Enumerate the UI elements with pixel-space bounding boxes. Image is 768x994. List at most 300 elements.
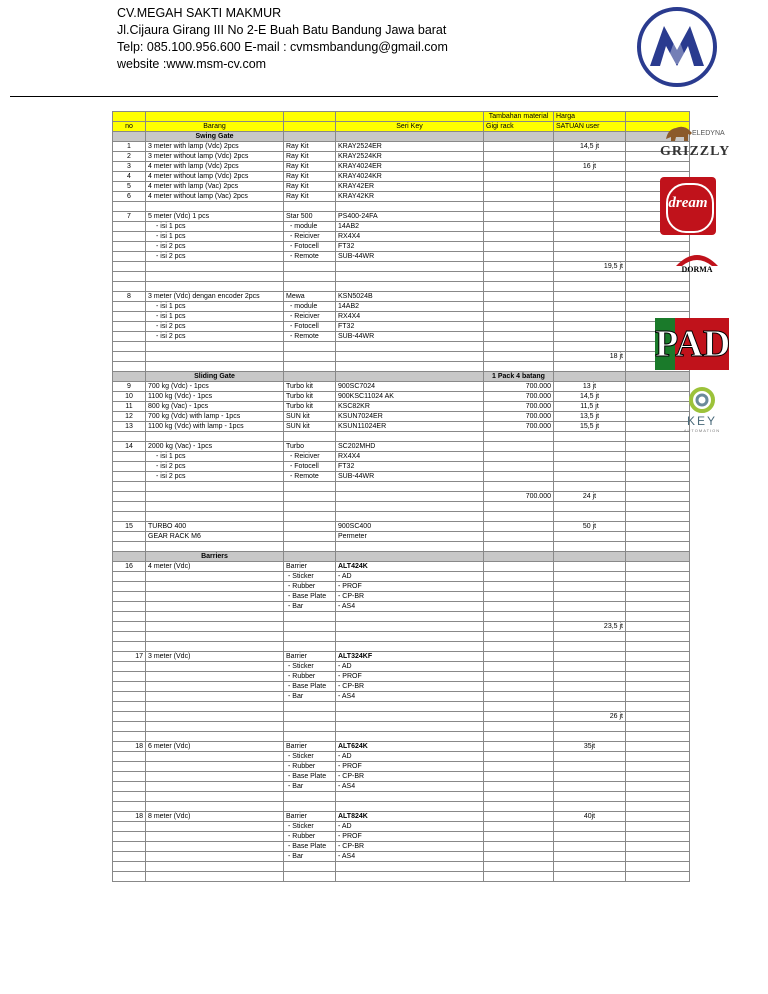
empty-cell <box>626 592 690 602</box>
table-cell: - Bar <box>284 692 336 702</box>
empty-cell <box>484 692 554 702</box>
empty-cell <box>284 522 336 532</box>
table-cell: - Reiciver <box>284 452 336 462</box>
empty-cell <box>554 722 626 732</box>
empty-cell <box>113 662 146 672</box>
table-row <box>113 322 690 332</box>
blank-row <box>113 482 690 492</box>
empty-cell <box>484 872 554 882</box>
empty-cell <box>554 132 626 142</box>
empty-cell <box>336 712 484 722</box>
table-row <box>113 182 690 192</box>
table-cell: 2000 kg (Vac) - 1pcs <box>146 442 284 452</box>
blank-row <box>113 512 690 522</box>
table-cell: - Remote <box>284 472 336 482</box>
company-address: Jl.Cijaura Girang III No 2-E Buah Batu Bandung Jawa barat <box>117 23 447 37</box>
blank-row <box>113 702 690 712</box>
empty-cell <box>284 362 336 372</box>
empty-cell <box>113 752 146 762</box>
empty-cell <box>554 632 626 642</box>
empty-cell <box>626 692 690 702</box>
empty-cell <box>554 872 626 882</box>
header-divider <box>10 96 718 97</box>
table-cell: - Rubber <box>284 672 336 682</box>
table-row <box>113 292 690 302</box>
blank-row <box>113 502 690 512</box>
empty-cell <box>484 222 554 232</box>
empty-cell <box>484 632 554 642</box>
dorma-text: DORMA <box>681 265 713 274</box>
empty-cell <box>146 732 284 742</box>
empty-cell <box>146 722 284 732</box>
empty-cell <box>484 542 554 552</box>
section-barriers <box>113 552 690 562</box>
empty-cell <box>336 282 484 292</box>
table-cell: - isi 1 pcs <box>146 452 284 462</box>
empty-cell <box>113 262 146 272</box>
empty-cell <box>484 702 554 712</box>
table-cell: - AS4 <box>336 602 484 612</box>
table-cell: 6 <box>113 192 146 202</box>
table-row <box>113 472 690 482</box>
empty-cell <box>554 612 626 622</box>
grizzly-text: GRIZZLY <box>660 144 731 159</box>
empty-cell <box>554 362 626 372</box>
table-cell: SUB-44WR <box>336 332 484 342</box>
empty-cell <box>113 232 146 242</box>
empty-cell <box>554 552 626 562</box>
table-cell: - PROF <box>336 672 484 682</box>
table-cell: Seri Key <box>336 122 484 132</box>
empty-cell <box>626 812 690 822</box>
table-cell: KRAY2524ER <box>336 142 484 152</box>
blank-row <box>113 612 690 622</box>
empty-cell <box>284 862 336 872</box>
empty-cell <box>554 542 626 552</box>
empty-cell <box>554 462 626 472</box>
table-cell: 50 jt <box>554 522 626 532</box>
table-cell: - AD <box>336 822 484 832</box>
empty-cell <box>626 792 690 802</box>
empty-cell <box>554 842 626 852</box>
empty-cell <box>484 822 554 832</box>
empty-cell <box>626 822 690 832</box>
table-cell: 1 <box>113 142 146 152</box>
table-cell: KSUN7024ER <box>336 412 484 422</box>
table-cell: 700 kg (Vdc) - 1pcs <box>146 382 284 392</box>
empty-cell <box>146 672 284 682</box>
table-cell: SUN kit <box>284 422 336 432</box>
table-row <box>113 152 690 162</box>
empty-cell <box>626 572 690 582</box>
table-cell: - CP-BR <box>336 592 484 602</box>
empty-cell <box>146 612 284 622</box>
empty-cell <box>113 312 146 322</box>
dream-text: dream <box>668 195 708 211</box>
table-cell: 700.000 <box>484 492 554 502</box>
empty-cell <box>336 702 484 712</box>
empty-cell <box>146 502 284 512</box>
company-header <box>117 5 577 73</box>
table-cell: 700.000 <box>484 412 554 422</box>
empty-cell <box>554 822 626 832</box>
table-cell: - CP-BR <box>336 842 484 852</box>
empty-cell <box>554 652 626 662</box>
table-cell: 14AB2 <box>336 302 484 312</box>
table-cell: 19,5 jt <box>554 262 626 272</box>
empty-cell <box>113 532 146 542</box>
table-cell: 1100 kg (Vdc) with lamp - 1pcs <box>146 422 284 432</box>
empty-cell <box>626 682 690 692</box>
table-cell: Swing Gate <box>146 132 284 142</box>
empty-cell <box>146 602 284 612</box>
empty-cell <box>484 142 554 152</box>
table-row <box>113 462 690 472</box>
blank-row <box>113 632 690 642</box>
empty-cell <box>484 572 554 582</box>
table-row <box>113 762 690 772</box>
empty-cell <box>113 222 146 232</box>
table-cell: - Base Plate <box>284 772 336 782</box>
empty-cell <box>484 262 554 272</box>
empty-cell <box>484 532 554 542</box>
empty-cell <box>484 662 554 672</box>
empty-cell <box>284 552 336 562</box>
empty-cell <box>626 732 690 742</box>
empty-cell <box>146 622 284 632</box>
empty-cell <box>484 332 554 342</box>
empty-cell <box>484 432 554 442</box>
empty-cell <box>284 532 336 542</box>
grizzly-logo <box>656 118 730 162</box>
empty-cell <box>626 852 690 862</box>
empty-cell <box>484 592 554 602</box>
table-cell: - Rubber <box>284 832 336 842</box>
empty-cell <box>113 852 146 862</box>
empty-cell <box>146 512 284 522</box>
empty-cell <box>484 322 554 332</box>
empty-cell <box>336 512 484 522</box>
table-cell: ALT624K <box>336 742 484 752</box>
empty-cell <box>284 132 336 142</box>
empty-cell <box>113 792 146 802</box>
empty-cell <box>626 502 690 512</box>
empty-cell <box>484 792 554 802</box>
table-row <box>113 692 690 702</box>
table-cell: Ray Kit <box>284 142 336 152</box>
empty-cell <box>284 372 336 382</box>
table-cell: 3 meter (Vdc) <box>146 652 284 662</box>
empty-cell <box>554 282 626 292</box>
table-cell: 10 <box>113 392 146 402</box>
table-cell: KSUN11024ER <box>336 422 484 432</box>
empty-cell <box>336 132 484 142</box>
empty-cell <box>484 472 554 482</box>
empty-cell <box>484 272 554 282</box>
table-cell: - Bar <box>284 852 336 862</box>
empty-cell <box>284 432 336 442</box>
empty-cell <box>626 622 690 632</box>
empty-cell <box>626 722 690 732</box>
table-row <box>113 412 690 422</box>
table-cell: Ray Kit <box>284 182 336 192</box>
table-row <box>113 192 690 202</box>
price-list-table <box>112 111 690 882</box>
empty-cell <box>284 622 336 632</box>
empty-cell <box>284 282 336 292</box>
empty-cell <box>146 352 284 362</box>
empty-cell <box>554 572 626 582</box>
table-cell: 18 <box>113 742 146 752</box>
table-cell: Barrier <box>284 562 336 572</box>
empty-cell <box>113 242 146 252</box>
table-cell: - Sticker <box>284 662 336 672</box>
table-cell: PS400-24FA <box>336 212 484 222</box>
empty-cell <box>554 472 626 482</box>
empty-cell <box>284 112 336 122</box>
empty-cell <box>554 372 626 382</box>
empty-cell <box>484 352 554 362</box>
section-sliding-gate <box>113 372 690 382</box>
empty-cell <box>336 792 484 802</box>
table-cell: 13 jt <box>554 382 626 392</box>
table-cell: 700.000 <box>484 422 554 432</box>
table-cell: 3 <box>113 162 146 172</box>
empty-cell <box>626 482 690 492</box>
table-cell: - isi 2 pcs <box>146 472 284 482</box>
empty-cell <box>554 332 626 342</box>
table-cell: 700.000 <box>484 392 554 402</box>
msm-logo-icon <box>636 6 718 88</box>
table-cell: - module <box>284 302 336 312</box>
table-cell: Barrier <box>284 652 336 662</box>
empty-cell <box>336 362 484 372</box>
blank-row <box>113 722 690 732</box>
table-cell: SC202MHD <box>336 442 484 452</box>
table-cell: - Remote <box>284 252 336 262</box>
empty-cell <box>146 262 284 272</box>
empty-cell <box>146 702 284 712</box>
empty-cell <box>113 612 146 622</box>
table-row <box>113 742 690 752</box>
table-row <box>113 312 690 322</box>
empty-cell <box>146 362 284 372</box>
empty-cell <box>554 582 626 592</box>
table-row <box>113 232 690 242</box>
empty-cell <box>336 272 484 282</box>
empty-cell <box>284 482 336 492</box>
empty-cell <box>554 252 626 262</box>
empty-cell <box>626 442 690 452</box>
table-cell: Turbo kit <box>284 392 336 402</box>
empty-cell <box>554 562 626 572</box>
dorma-arc-icon <box>672 250 722 266</box>
table-cell: - AS4 <box>336 782 484 792</box>
empty-cell <box>284 722 336 732</box>
table-row <box>113 662 690 672</box>
table-cell: Turbo <box>284 442 336 452</box>
table-cell: - isi 2 pcs <box>146 322 284 332</box>
empty-cell <box>626 862 690 872</box>
empty-cell <box>336 262 484 272</box>
empty-cell <box>113 872 146 882</box>
table-cell: SUN kit <box>284 412 336 422</box>
table-cell: 5 <box>113 182 146 192</box>
empty-cell <box>554 292 626 302</box>
table-cell: - PROF <box>336 832 484 842</box>
table-row <box>113 402 690 412</box>
empty-cell <box>484 742 554 752</box>
table-cell: Turbo kit <box>284 382 336 392</box>
empty-cell <box>626 542 690 552</box>
empty-cell <box>336 112 484 122</box>
empty-cell <box>484 782 554 792</box>
empty-cell <box>484 502 554 512</box>
empty-cell <box>626 472 690 482</box>
empty-cell <box>284 712 336 722</box>
empty-cell <box>484 862 554 872</box>
table-cell: KRAY4024KR <box>336 172 484 182</box>
table-cell: - Sticker <box>284 572 336 582</box>
table-cell: Ray Kit <box>284 162 336 172</box>
empty-cell <box>113 202 146 212</box>
empty-cell <box>626 742 690 752</box>
table-cell: 26 jt <box>554 712 626 722</box>
table-cell: SUB-44WR <box>336 252 484 262</box>
empty-cell <box>626 752 690 762</box>
empty-cell <box>484 582 554 592</box>
empty-cell <box>113 272 146 282</box>
table-row <box>113 442 690 452</box>
table-row <box>113 522 690 532</box>
empty-cell <box>113 722 146 732</box>
table-cell: RX4X4 <box>336 452 484 462</box>
empty-cell <box>113 362 146 372</box>
empty-cell <box>484 362 554 372</box>
empty-cell <box>554 482 626 492</box>
table-row <box>113 582 690 592</box>
table-cell: 15,5 jt <box>554 422 626 432</box>
table-cell: KSN5024B <box>336 292 484 302</box>
table-cell: KSC82KR <box>336 402 484 412</box>
table-cell: - isi 1 pcs <box>146 232 284 242</box>
empty-cell <box>146 692 284 702</box>
empty-cell <box>484 462 554 472</box>
empty-cell <box>113 492 146 502</box>
table-row <box>113 752 690 762</box>
table-cell: KRAY4024ER <box>336 162 484 172</box>
empty-cell <box>484 752 554 762</box>
table-row <box>113 852 690 862</box>
table-cell: - PROF <box>336 762 484 772</box>
empty-cell <box>484 802 554 812</box>
table-cell: - Reiciver <box>284 312 336 322</box>
table-cell: Barrier <box>284 742 336 752</box>
table-cell: Ray Kit <box>284 172 336 182</box>
blank-row <box>113 802 690 812</box>
empty-cell <box>336 342 484 352</box>
empty-cell <box>626 452 690 462</box>
empty-cell <box>484 282 554 292</box>
table-row <box>113 672 690 682</box>
empty-cell <box>336 372 484 382</box>
empty-cell <box>146 682 284 692</box>
table-cell: KRAY42KR <box>336 192 484 202</box>
table-cell: FT32 <box>336 242 484 252</box>
empty-cell <box>484 192 554 202</box>
table-cell: 4 <box>113 172 146 182</box>
empty-cell <box>284 632 336 642</box>
blank-row <box>113 542 690 552</box>
empty-cell <box>146 202 284 212</box>
table-row <box>113 392 690 402</box>
empty-cell <box>626 842 690 852</box>
empty-cell <box>626 642 690 652</box>
empty-cell <box>484 762 554 772</box>
table-cell: - module <box>284 222 336 232</box>
table-cell: SUB-44WR <box>336 472 484 482</box>
table-cell: 4 meter with lamp (Vdc) 2pcs <box>146 162 284 172</box>
table-cell: - AS4 <box>336 692 484 702</box>
empty-cell <box>626 612 690 622</box>
empty-cell <box>554 312 626 322</box>
empty-cell <box>146 642 284 652</box>
empty-cell <box>146 832 284 842</box>
empty-cell <box>554 212 626 222</box>
table-cell: RX4X4 <box>336 312 484 322</box>
empty-cell <box>484 342 554 352</box>
empty-cell <box>146 712 284 722</box>
table-cell: - isi 2 pcs <box>146 252 284 262</box>
empty-cell <box>554 202 626 212</box>
table-cell: 24 jt <box>554 492 626 502</box>
empty-cell <box>336 202 484 212</box>
empty-cell <box>484 162 554 172</box>
table-cell: 900KSC11024 AK <box>336 392 484 402</box>
empty-cell <box>284 122 336 132</box>
empty-cell <box>284 702 336 712</box>
table-cell: 13 <box>113 422 146 432</box>
empty-cell <box>113 432 146 442</box>
empty-cell <box>336 542 484 552</box>
empty-cell <box>284 492 336 502</box>
empty-cell <box>554 502 626 512</box>
table-cell: 700.000 <box>484 402 554 412</box>
empty-cell <box>284 352 336 362</box>
table-row <box>113 532 690 542</box>
empty-cell <box>484 852 554 862</box>
table-cell: 4 meter with lamp (Vac) 2pcs <box>146 182 284 192</box>
table-cell: - isi 2 pcs <box>146 462 284 472</box>
empty-cell <box>146 782 284 792</box>
blank-row <box>113 282 690 292</box>
empty-cell <box>284 202 336 212</box>
table-cell: - AD <box>336 752 484 762</box>
empty-cell <box>284 542 336 552</box>
empty-cell <box>284 612 336 622</box>
empty-cell <box>146 272 284 282</box>
empty-cell <box>554 862 626 872</box>
table-cell: 11,5 jt <box>554 402 626 412</box>
empty-cell <box>626 302 690 312</box>
empty-cell <box>113 112 146 122</box>
blank-row <box>113 862 690 872</box>
empty-cell <box>113 712 146 722</box>
empty-cell <box>113 252 146 262</box>
table-cell: 17 <box>113 652 146 662</box>
empty-cell <box>146 662 284 672</box>
table-row <box>113 782 690 792</box>
